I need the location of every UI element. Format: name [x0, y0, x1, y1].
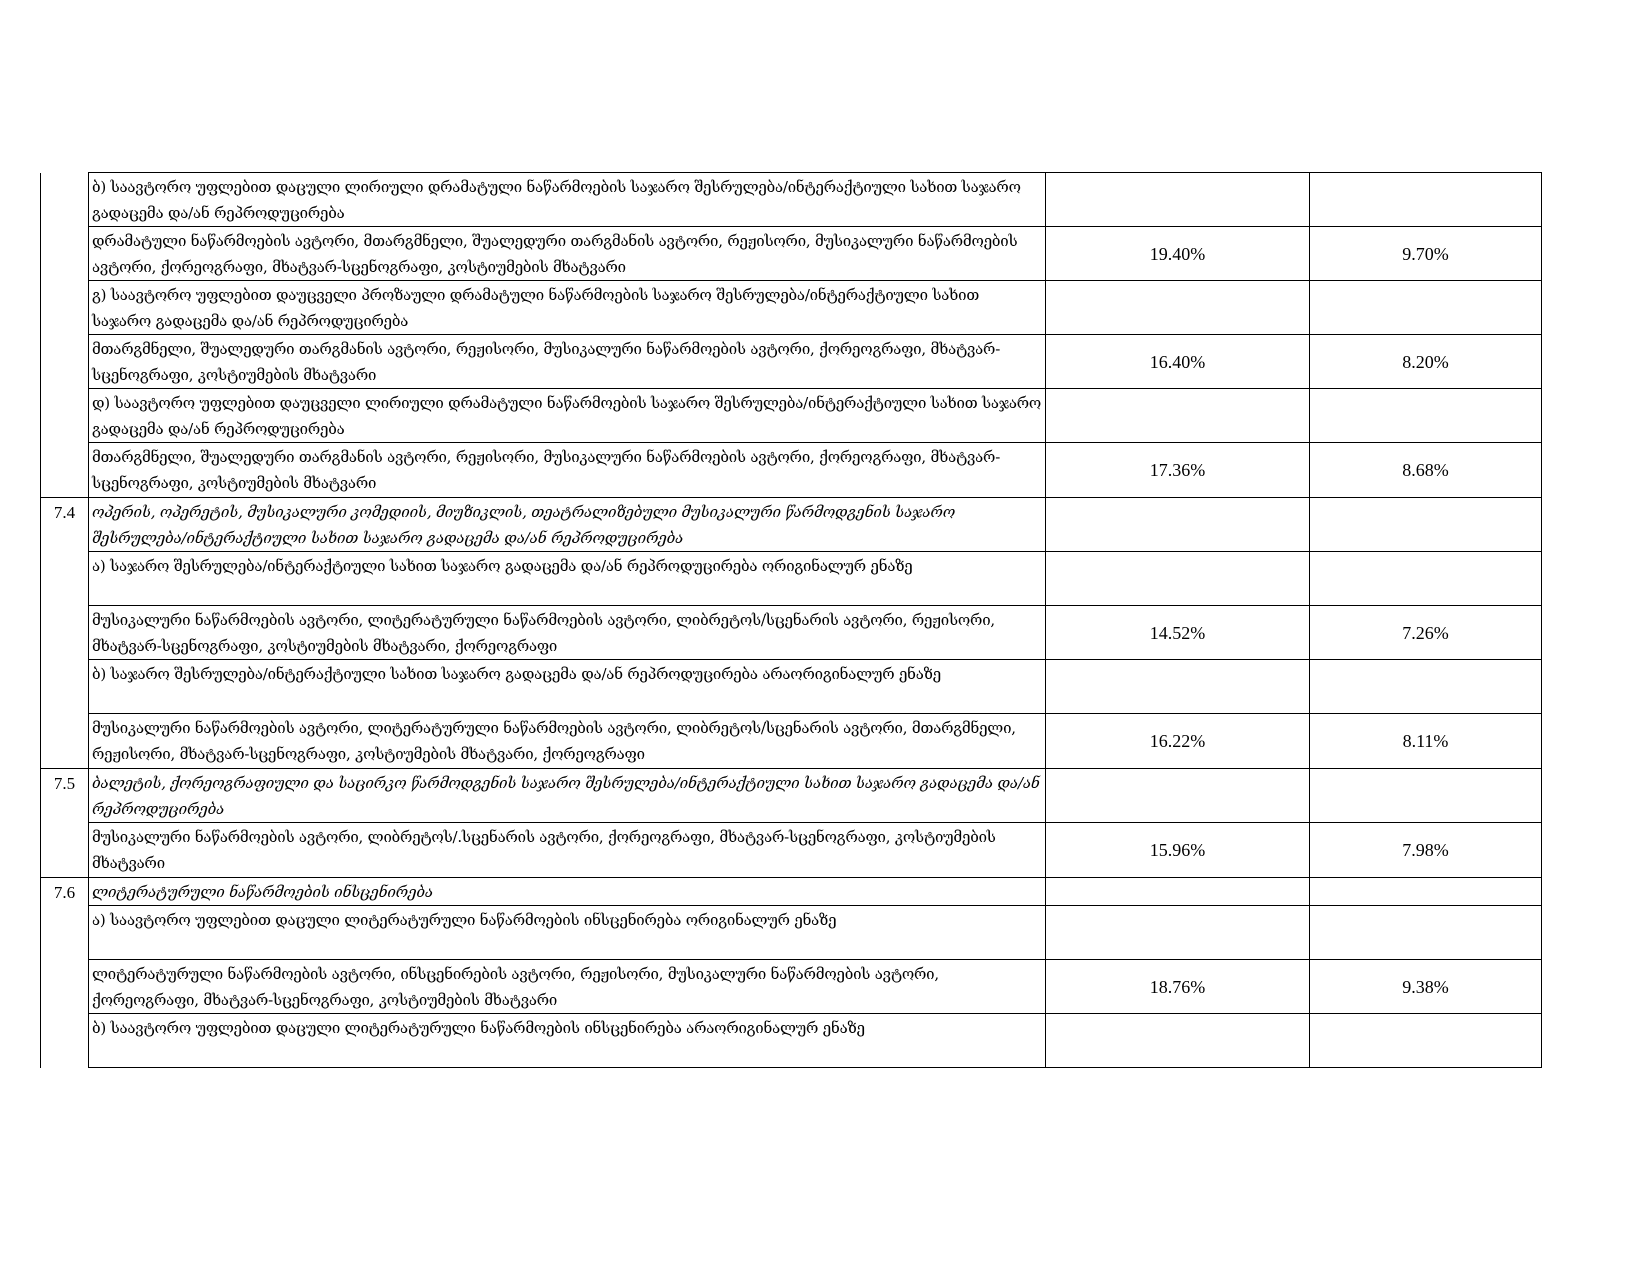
- half-rate-percent-cell: [1310, 389, 1542, 443]
- half-rate-percent-cell: 7.98%: [1310, 823, 1542, 878]
- table-row: [41, 960, 1542, 1014]
- rate-percent-cell: [1046, 877, 1310, 906]
- section-number-cell: [41, 906, 89, 960]
- section-number-cell: [41, 714, 89, 769]
- description-cell: მუსიკალური ნაწარმოების ავტორი, ლიტერატურული ნაწარმოების ავტორი, ლიბრეტოს/სცენარის ავტორი, მთარგმნელი, რეჟისორი, მხატვარ-სცენოგრაფი, კოსტიუმების მხატვარი, ქორეოგრაფი: [89, 714, 1046, 769]
- description-cell: ბ) საჯარო შესრულება/ინტერაქტიული სახით საჯარო გადაცემა და/ან რეპროდუცირება არაორიგინალურ ენაზე: [89, 660, 1046, 714]
- rate-percent-cell: 18.76%: [1046, 960, 1310, 1014]
- description-cell: დ) საავტორო უფლებით დაუცველი ლირიული დრამატული ნაწარმოების საჯარო შესრულება/ინტერაქტიული სახით საჯარო გადაცემა და/ან რეპროდუცირება: [89, 389, 1046, 443]
- section-number-cell: [41, 281, 89, 335]
- half-rate-percent-cell: 8.68%: [1310, 443, 1542, 498]
- half-rate-percent-cell: 9.70%: [1310, 227, 1542, 281]
- table-row: [41, 660, 1542, 714]
- section-number-cell: [41, 443, 89, 498]
- rate-percent-cell: [1046, 660, 1310, 714]
- half-rate-percent-cell: [1310, 906, 1542, 960]
- description-cell: ა) საავტორო უფლებით დაცული ლიტერატურული ნაწარმოების ინსცენირება ორიგინალურ ენაზე: [89, 906, 1046, 960]
- table-row: [41, 1014, 1542, 1068]
- half-rate-percent-cell: [1310, 497, 1542, 552]
- section-number-cell: [41, 227, 89, 281]
- table-row: [41, 281, 1542, 335]
- description-cell: მუსიკალური ნაწარმოების ავტორი, ლიტერატურული ნაწარმოების ავტორი, ლიბრეტოს/სცენარის ავტორი, რეჟისორი, მხატვარ-სცენოგრაფი, კოსტიუმების მხატვარი, ქორეოგრაფი: [89, 606, 1046, 660]
- half-rate-percent-cell: [1310, 768, 1542, 823]
- description-cell: ბალეტის, ქორეოგრაფიული და საცირკო წარმოდგენის საჯარო შესრულება/ინტერაქტიული სახით საჯარო გადაცემა და/ან რეპროდუცირება: [89, 768, 1046, 823]
- rate-percent-cell: [1046, 768, 1310, 823]
- table-row: [41, 552, 1542, 606]
- royalty-rates-table: [40, 172, 1542, 1068]
- rate-percent-cell: 15.96%: [1046, 823, 1310, 878]
- half-rate-percent-cell: [1310, 173, 1542, 227]
- table-row: [41, 335, 1542, 389]
- rate-percent-cell: [1046, 906, 1310, 960]
- half-rate-percent-cell: [1310, 552, 1542, 606]
- table-row: [41, 443, 1542, 498]
- table-row: [41, 768, 1542, 823]
- description-cell: ოპერის, ოპერეტის, მუსიკალური კომედიის, მიუზიკლის, თეატრალიზებული მუსიკალური წარმოდგენის საჯარო შესრულება/ინტერაქტიული სახით საჯარო გადაცემა და/ან რეპროდუცირება: [89, 497, 1046, 552]
- section-number-cell: [41, 823, 89, 878]
- rate-percent-cell: 19.40%: [1046, 227, 1310, 281]
- description-cell: ა) საჯარო შესრულება/ინტერაქტიული სახით საჯარო გადაცემა და/ან რეპროდუცირება ორიგინალურ ენაზე: [89, 552, 1046, 606]
- section-number-cell: [41, 552, 89, 606]
- table-row: [41, 497, 1542, 552]
- description-cell: ლიტერატურული ნაწარმოების ინსცენირება: [89, 877, 1046, 906]
- rate-percent-cell: 14.52%: [1046, 606, 1310, 660]
- rate-percent-cell: 17.36%: [1046, 443, 1310, 498]
- section-number-cell: 7.5: [41, 768, 89, 823]
- section-number-cell: [41, 389, 89, 443]
- table-row: [41, 389, 1542, 443]
- rate-percent-cell: [1046, 497, 1310, 552]
- rate-percent-cell: [1046, 173, 1310, 227]
- rate-percent-cell: [1046, 552, 1310, 606]
- section-number-cell: [41, 173, 89, 227]
- description-cell: ბ) საავტორო უფლებით დაცული ლიტერატურული ნაწარმოების ინსცენირება არაორიგინალურ ენაზე: [89, 1014, 1046, 1068]
- description-cell: მთარგმნელი, შუალედური თარგმანის ავტორი, რეჟისორი, მუსიკალური ნაწარმოების ავტორი, ქორეოგრაფი, მხატვარ-სცენოგრაფი, კოსტიუმების მხატვარი: [89, 335, 1046, 389]
- section-number-cell: [41, 335, 89, 389]
- rate-percent-cell: 16.22%: [1046, 714, 1310, 769]
- table-row: [41, 173, 1542, 227]
- section-number-cell: [41, 606, 89, 660]
- table-row: [41, 823, 1542, 878]
- table-row: [41, 227, 1542, 281]
- table-row: [41, 606, 1542, 660]
- rate-percent-cell: 16.40%: [1046, 335, 1310, 389]
- section-number-cell: [41, 660, 89, 714]
- description-cell: გ) საავტორო უფლებით დაუცველი პროზაული დრამატული ნაწარმოების საჯარო შესრულება/ინტერაქტიული სახით საჯარო გადაცემა და/ან რეპროდუცირება: [89, 281, 1046, 335]
- section-number-cell: 7.6: [41, 877, 89, 906]
- description-cell: ბ) საავტორო უფლებით დაცული ლირიული დრამატული ნაწარმოების საჯარო შესრულება/ინტერაქტიული სახით საჯარო გადაცემა და/ან რეპროდუცირება: [89, 173, 1046, 227]
- table-row: [41, 877, 1542, 906]
- rate-percent-cell: [1046, 1014, 1310, 1068]
- half-rate-percent-cell: 9.38%: [1310, 960, 1542, 1014]
- royalty-rates-table-page: [40, 172, 1541, 1068]
- description-cell: მუსიკალური ნაწარმოების ავტორი, ლიბრეტოს/.სცენარის ავტორი, ქორეოგრაფი, მხატვარ-სცენოგრაფი, კოსტიუმების მხატვარი: [89, 823, 1046, 878]
- half-rate-percent-cell: 8.11%: [1310, 714, 1542, 769]
- half-rate-percent-cell: [1310, 281, 1542, 335]
- half-rate-percent-cell: [1310, 1014, 1542, 1068]
- rate-percent-cell: [1046, 281, 1310, 335]
- rate-percent-cell: [1046, 389, 1310, 443]
- section-number-cell: [41, 1014, 89, 1068]
- section-number-cell: [41, 960, 89, 1014]
- description-cell: დრამატული ნაწარმოების ავტორი, მთარგმნელი, შუალედური თარგმანის ავტორი, რეჟისორი, მუსიკალური ნაწარმოების ავტორი, ქორეოგრაფი, მხატვარ-სცენოგრაფი, კოსტიუმების მხატვარი: [89, 227, 1046, 281]
- table-body: [41, 173, 1542, 1068]
- half-rate-percent-cell: 7.26%: [1310, 606, 1542, 660]
- description-cell: ლიტერატურული ნაწარმოების ავტორი, ინსცენირების ავტორი, რეჟისორი, მუსიკალური ნაწარმოების ავტორი, ქორეოგრაფი, მხატვარ-სცენოგრაფი, კოსტიუმების მხატვარი: [89, 960, 1046, 1014]
- description-cell: მთარგმნელი, შუალედური თარგმანის ავტორი, რეჟისორი, მუსიკალური ნაწარმოების ავტორი, ქორეოგრაფი, მხატვარ-სცენოგრაფი, კოსტიუმების მხატვარი: [89, 443, 1046, 498]
- half-rate-percent-cell: [1310, 877, 1542, 906]
- half-rate-percent-cell: [1310, 660, 1542, 714]
- half-rate-percent-cell: 8.20%: [1310, 335, 1542, 389]
- section-number-cell: 7.4: [41, 497, 89, 552]
- table-row: [41, 906, 1542, 960]
- table-row: [41, 714, 1542, 769]
